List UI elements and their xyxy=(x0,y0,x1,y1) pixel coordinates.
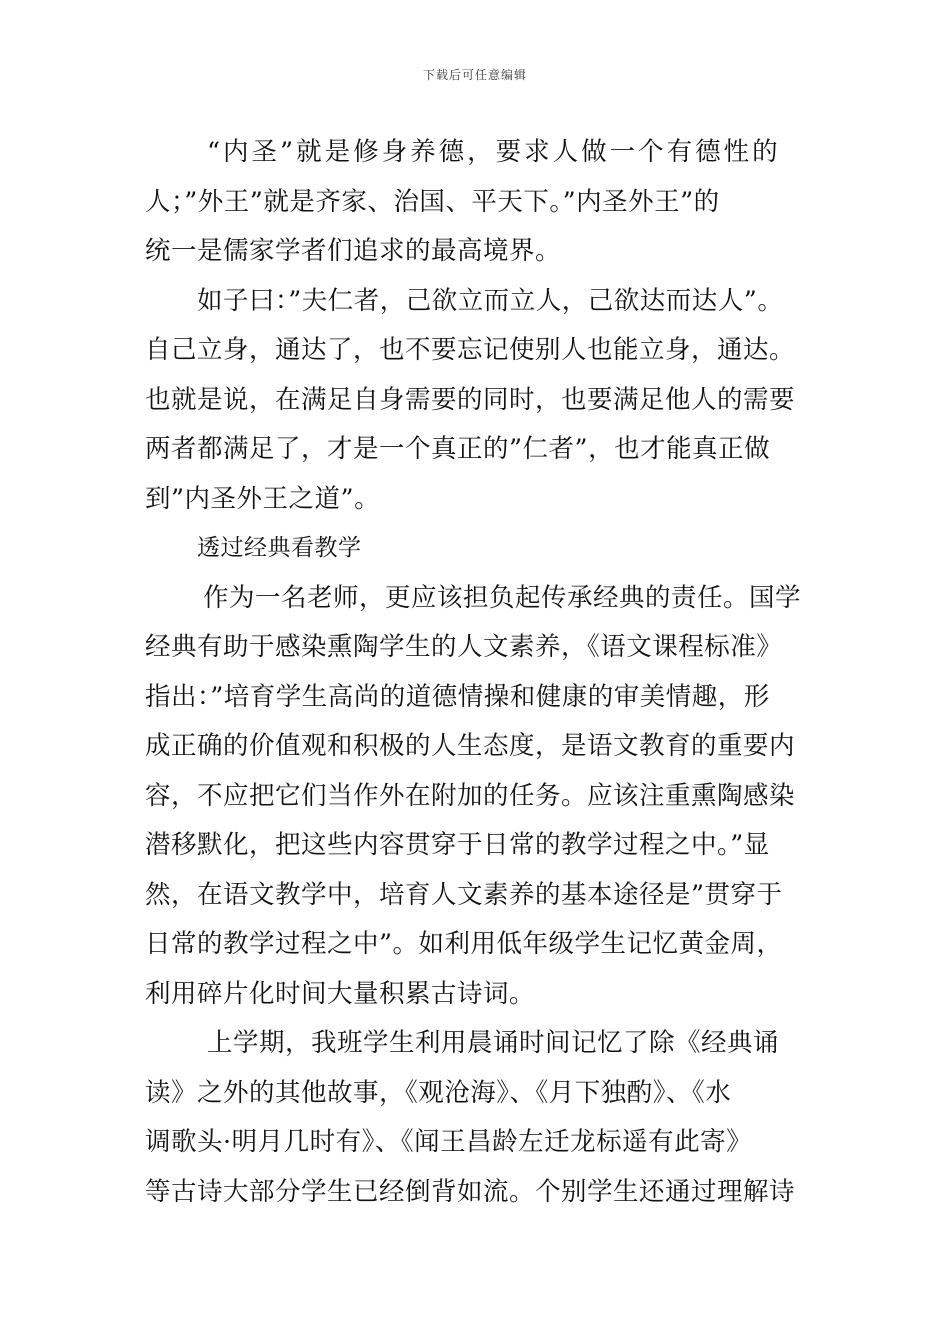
paragraph-line: 上学期，我班学生利用晨诵时间记忆了除《经典诵 xyxy=(207,1028,780,1058)
paragraph-line: 成正确的价值观和积极的人生态度，是语文教育的重要内 xyxy=(145,731,796,761)
section-heading: 透过经典看教学 xyxy=(197,535,362,561)
paragraph-line: 指出：”培育学生高尚的道德情操和健康的审美情趣，形 xyxy=(145,681,770,712)
paragraph-line: 等古诗大部分学生已经倒背如流。个别学生还通过理解诗 xyxy=(145,1176,796,1207)
paragraph-line: 调歌头·明月几时有》、《闻王昌龄左迁龙标遥有此寄》 xyxy=(145,1127,753,1157)
paragraph-line: 然，在语文教学中，培育人文素养的基本途径是”贯穿于 xyxy=(145,879,783,910)
paragraph-line: 经典有助于感染熏陶学生的人文素养，《语文课程标准》 xyxy=(145,632,783,662)
paragraph-line: 容，不应把它们当作外在附加的任务。应该注重熏陶感染 xyxy=(145,780,796,811)
paragraph-line: 统一是儒家学者们追求的最高境界。 xyxy=(145,236,562,266)
paragraph-line: 人；”外王”就是齐家、治国、平天下。”内圣外王”的 xyxy=(145,186,720,217)
paragraph-line: “内圣”就是修身养德，要求人做一个有德性的 xyxy=(207,137,781,167)
paragraph-line: 作为一名老师，更应该担负起传承经典的责任。国学 xyxy=(203,582,802,613)
paragraph-line: 读》之外的其他故事，《观沧海》、《月下独酌》、《水 xyxy=(145,1077,732,1108)
paragraph-line: 自己立身，通达了，也不要忘记使别人也能立身，通达。 xyxy=(145,335,796,365)
paragraph-line: 潜移默化，把这些内容贯穿于日常的教学过程之中。”显 xyxy=(145,830,770,860)
page-header: 下载后可任意编辑 xyxy=(422,68,527,82)
paragraph-line: 到”内圣外王之道”。 xyxy=(145,483,381,514)
paragraph-line: 利用碎片化时间大量积累古诗词。 xyxy=(145,978,536,1009)
paragraph-line: 也就是说，在满足自身需要的同时，也要满足他人的需要 xyxy=(145,384,796,415)
document-body xyxy=(145,128,825,1217)
paragraph-line: 日常的教学过程之中”。如利用低年级学生记忆黄金周， xyxy=(145,929,783,959)
paragraph-line: 如子曰：”夫仁者，己欲立而立人，己欲达而达人”。 xyxy=(197,285,784,316)
paragraph-line: 两者都满足了，才是一个真正的”仁者”，也才能真正做 xyxy=(145,434,771,464)
